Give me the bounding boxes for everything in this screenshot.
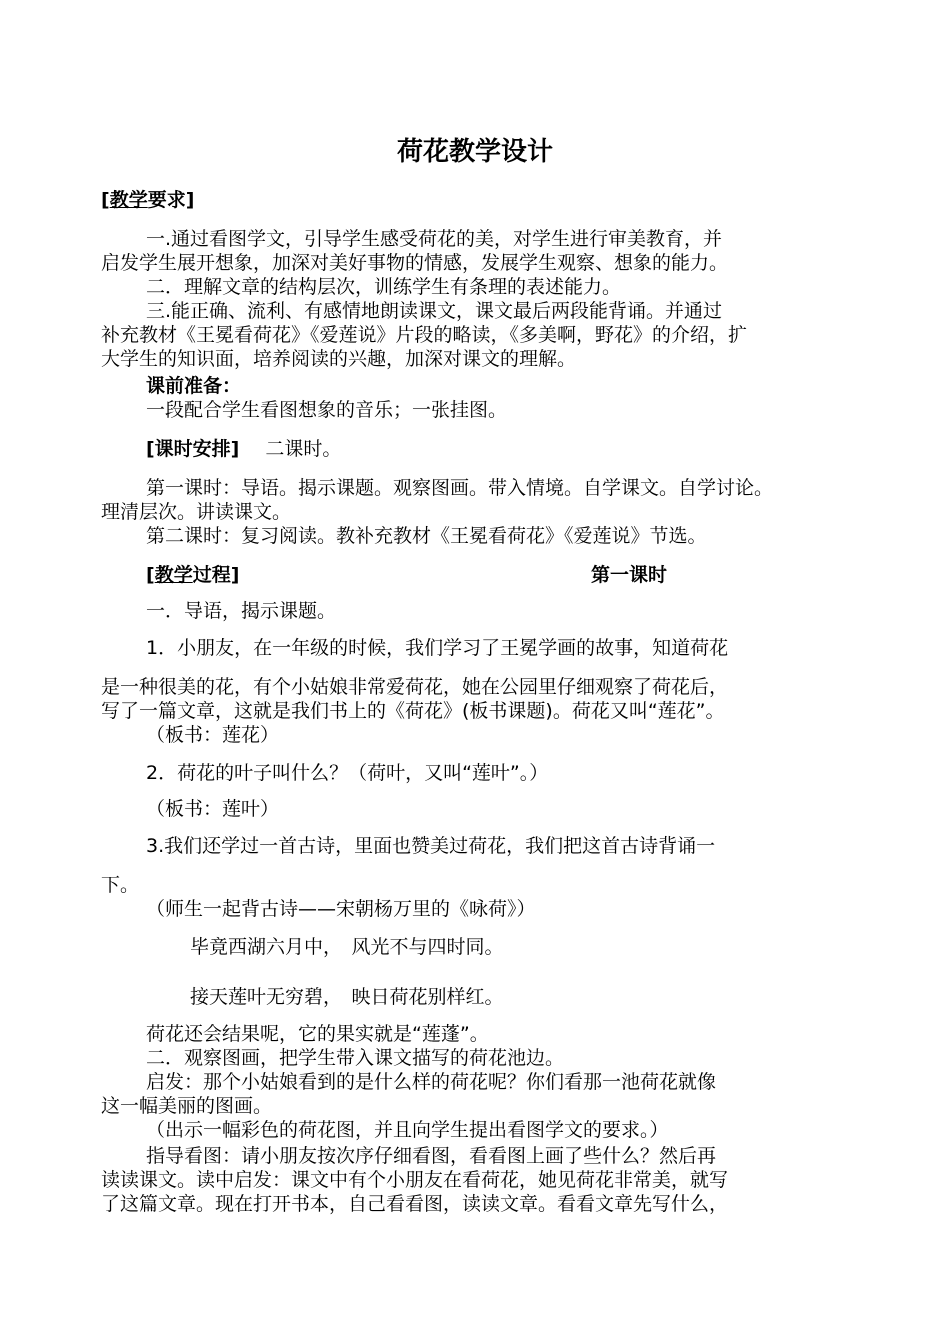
paragraph-line: 2．荷花的叶子叫什么？（荷叶，又叫“莲叶”。） <box>146 762 549 784</box>
paragraph-line: 二．理解文章的结构层次，训练学生有条理的表述能力。 <box>146 276 622 298</box>
section-heading-preparation: 课前准备： <box>146 375 242 397</box>
paragraph-line: 启发学生展开想象，加深对美好事物的情感，发展学生观察、想象的能力。 <box>101 252 729 274</box>
paragraph-line: （板书：莲花） <box>146 724 280 746</box>
paragraph-line: 第一课时：导语。揭示课题。观察图画。带入情境。自学课文。自学讨论。 <box>146 477 774 499</box>
paragraph-line: 理清层次。讲读课文。 <box>101 501 292 523</box>
paragraph-line: 补充教材《王冕看荷花》《爱莲说》片段的略读，《多美啊，野花》的介绍，扩 <box>101 324 748 346</box>
paragraph-line: （师生一起背古诗——宋朝杨万里的《咏荷》） <box>146 898 536 920</box>
paragraph-line: 一．导语，揭示课题。 <box>146 600 337 622</box>
paragraph-line: 了这篇文章。现在打开书本，自己看看图，读读文章。看看文章先写什么， <box>101 1193 729 1215</box>
paragraph-line: 启发：那个小姑娘看到的是什么样的荷花呢？你们看那一池荷花就像 <box>146 1071 717 1093</box>
poem-line: 毕竟西湖六月中， 风光不与四时同。 <box>190 936 504 958</box>
paragraph-line: 三.能正确、流利、有感情地朗读课文，课文最后两段能背诵。并通过 <box>146 300 723 322</box>
paragraph-line: （出示一幅彩色的荷花图，并且向学生提出看图学文的要求。） <box>146 1119 669 1141</box>
paragraph-line: 是一种很美的花，有个小姑娘非常爱荷花，她在公园里仔细观察了荷花后， <box>101 676 729 698</box>
paragraph-line: 第二课时：复习阅读。教补充教材《王冕看荷花》《爱莲说》节选。 <box>146 525 707 547</box>
paragraph-line: 荷花还会结果呢，它的果实就是“莲蓬”。 <box>146 1023 489 1045</box>
paragraph-line: 指导看图：请小朋友按次序仔细看图，看看图上画了些什么？然后再 <box>146 1145 717 1167</box>
schedule-line: [课时安排] 二课时。 <box>146 438 342 460</box>
paragraph-line: 3.我们还学过一首古诗，里面也赞美过荷花，我们把这首古诗背诵一 <box>146 835 716 857</box>
lesson-heading: 第一课时 <box>591 564 668 586</box>
section-heading-schedule: [课时安排] <box>146 438 240 460</box>
paragraph-line: 1．小朋友，在一年级的时候，我们学习了王冕学画的故事，知道荷花 <box>146 637 729 659</box>
section-heading-requirements: [教学要求] <box>101 189 195 211</box>
paragraph-line: 一段配合学生看图想象的音乐；一张挂图。 <box>146 399 508 421</box>
page-title: 荷花教学设计 <box>396 137 553 167</box>
section-heading-process: [教学过程] <box>146 564 240 586</box>
paragraph-line: 读读课文。读中启发：课文中有个小朋友在看荷花，她见荷花非常美，就写 <box>101 1169 729 1191</box>
poem-line: 接天莲叶无穷碧， 映日荷花别样红。 <box>190 986 504 1008</box>
paragraph-line: 二．观察图画，把学生带入课文描写的荷花池边。 <box>146 1047 565 1069</box>
paragraph-line: 下。 <box>101 874 140 896</box>
paragraph-line: 这一幅美丽的图画。 <box>101 1095 273 1117</box>
paragraph-line: 大学生的知识面，培养阅读的兴趣，加深对课文的理解。 <box>101 348 577 370</box>
paragraph-line: 一.通过看图学文，引导学生感受荷花的美，对学生进行审美教育，并 <box>146 228 723 250</box>
paragraph-line: （板书：莲叶） <box>146 798 280 820</box>
paragraph-line: 写了一篇文章，这就是我们书上的《荷花》(板书课题)。荷花又叫“莲花”。 <box>101 700 725 722</box>
